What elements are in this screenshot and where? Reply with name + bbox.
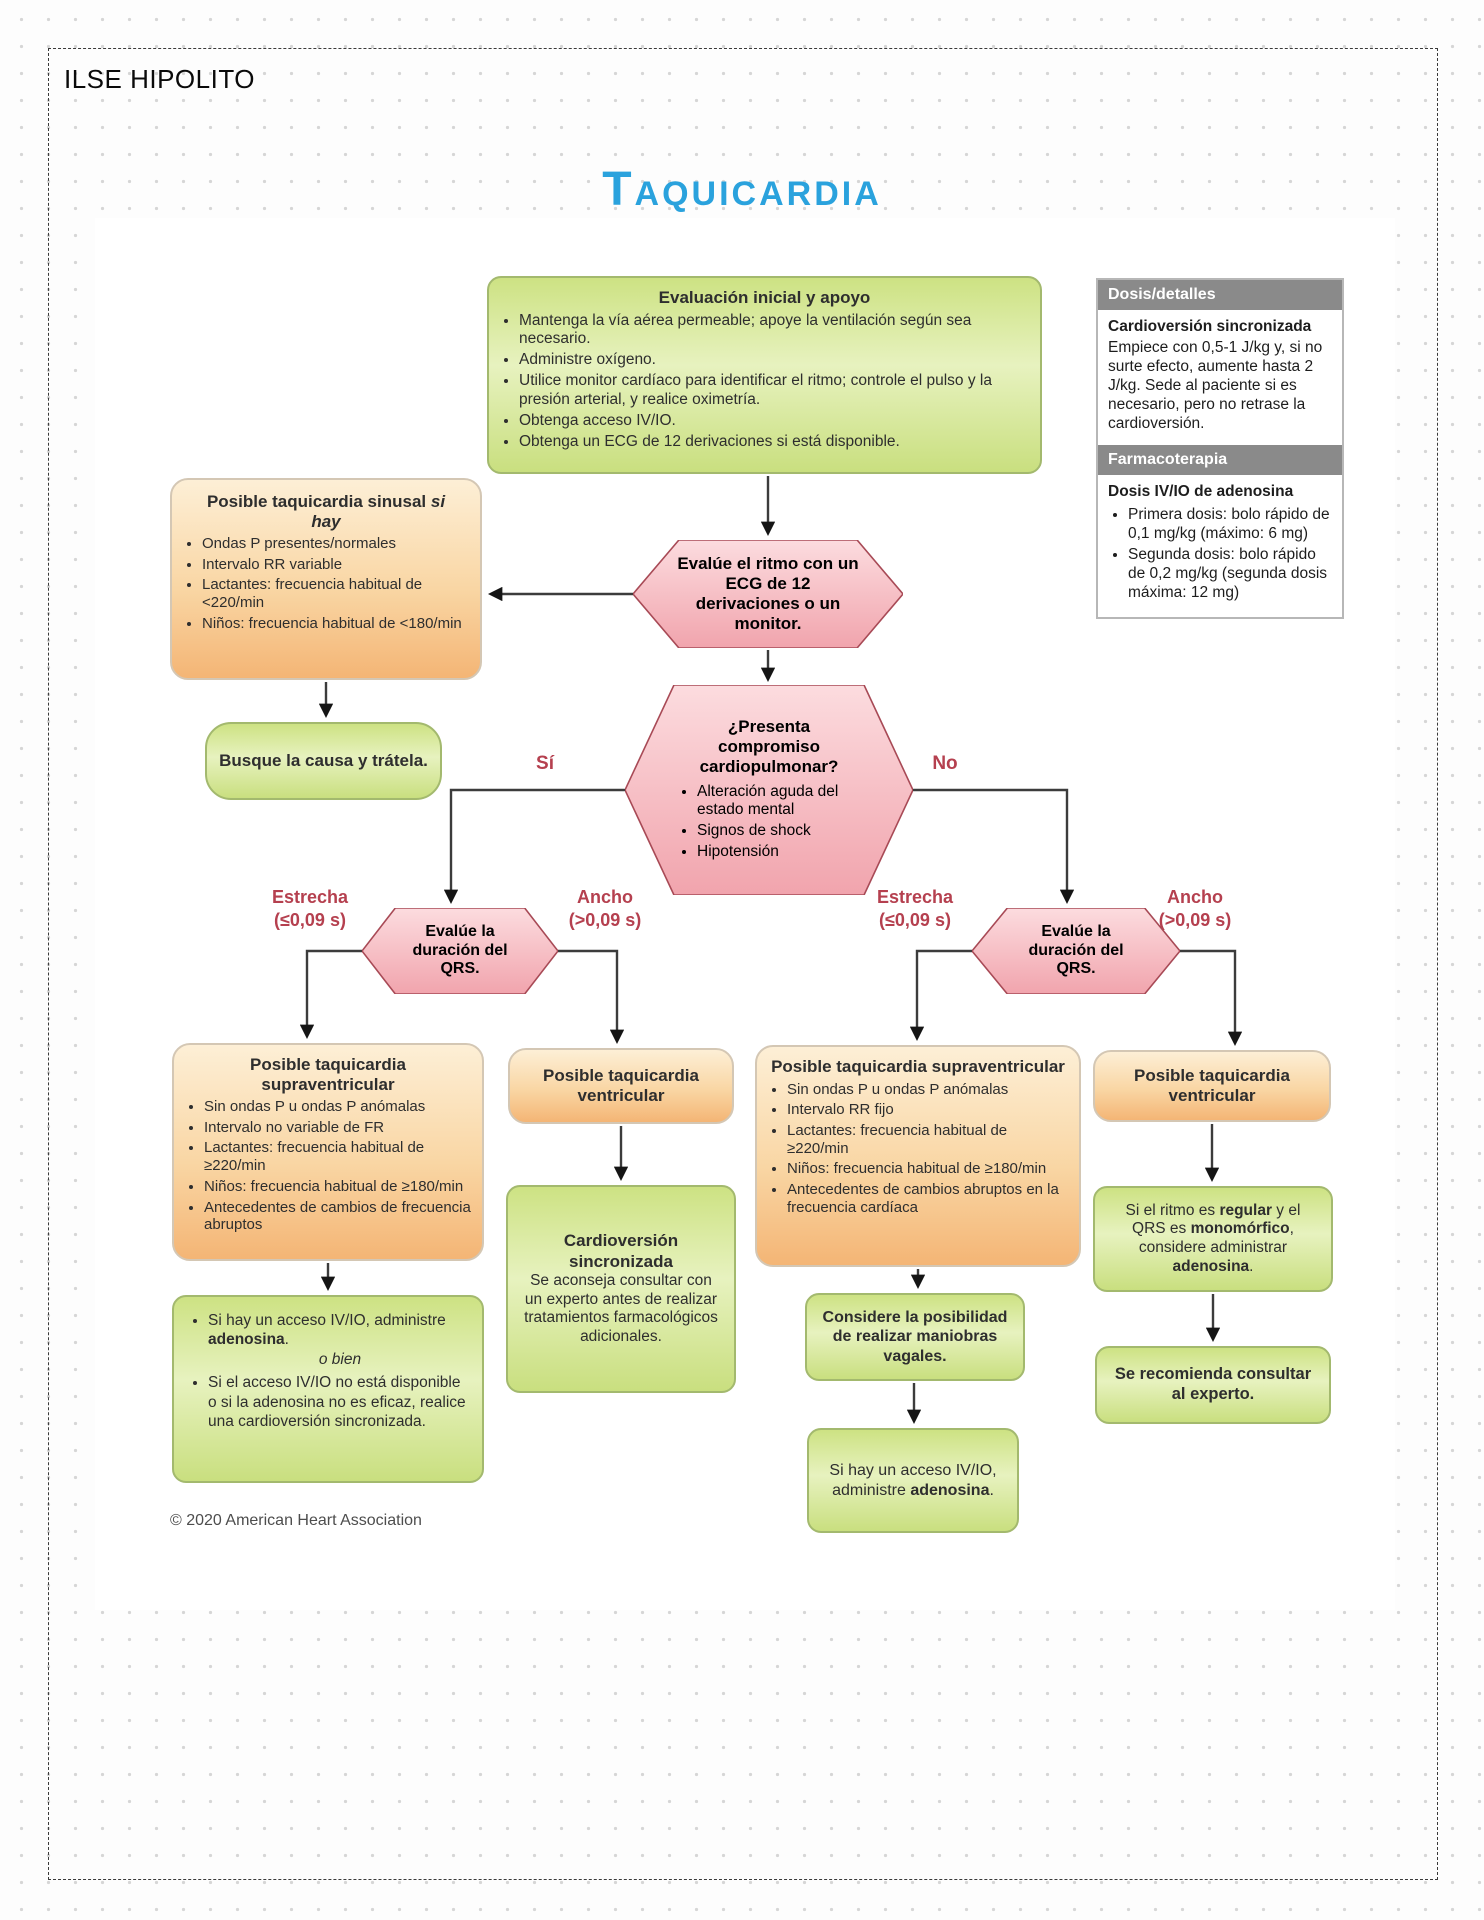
initial-assessment-box [487, 276, 1042, 474]
adenosine-option-1 [208, 1311, 472, 1369]
list-item: • Antecedentes de cambios de frecuencia abruptos [204, 1199, 474, 1234]
dose-details-header: Dosis/detalles [1098, 280, 1342, 310]
dose-details-panel [1096, 278, 1344, 619]
sinus-tachycardia-box [170, 478, 482, 680]
wide-label: Ancho [577, 887, 633, 907]
cardiopulmonary-compromise-hexagon [625, 685, 913, 895]
vt-box-mid [508, 1048, 734, 1124]
vagal-maneuvers-box [805, 1293, 1025, 1381]
sinus-tachycardia-bullets [172, 535, 480, 641]
list-item: • Antecedentes de cambios abruptos en la frecuencia cardíaca [787, 1181, 1071, 1216]
iv-io-adenosine-text: Si hay un acceso IV/IO, administre adenosina. [829, 1462, 997, 1499]
svt-box-left [172, 1043, 484, 1261]
wide-threshold: (>0,09 s) [1158, 909, 1232, 930]
page-author: ILSE HIPOLITO [64, 64, 255, 94]
list-item: • Lactantes: frecuencia habitual de ≥220/min [204, 1139, 474, 1174]
adenosine-dose-bullets [1108, 506, 1332, 603]
vagal-maneuvers-text: Considere la posibilidad de realizar maniobras vagales. [822, 1309, 1008, 1365]
list-item: • Alteración aguda del estado mental [697, 783, 867, 820]
list-item: • Lactantes: frecuencia habitual de ≥220/min [787, 1122, 1071, 1157]
adenosine-options-box [172, 1295, 484, 1483]
pharmacotherapy-header: Farmacoterapia [1098, 445, 1342, 475]
narrow-label: Estrecha [271, 887, 349, 907]
list-item: • Sin ondas P u ondas P anómalas [787, 1081, 1071, 1099]
list-item: • Obtenga un ECG de 12 derivaciones si está disponible. [519, 433, 1032, 451]
list-item: • Sin ondas P u ondas P anómalas [204, 1098, 474, 1116]
sinus-tachycardia-title: Posible taquicardia sinusal si hay [206, 492, 446, 531]
branch-label-narrow-right [860, 886, 970, 931]
page-title: Taquicardia [602, 163, 882, 216]
qrs-duration-hexagon-left [362, 908, 558, 994]
svt-left-title: Posible taquicardia supraventricular [250, 1055, 406, 1094]
wide-label: Ancho [1167, 887, 1223, 907]
list-item: • Segunda dosis: bolo rápido de 0,2 mg/kg (segunda dosis máxima: 12 mg) [1128, 546, 1332, 603]
branch-label-wide-left [550, 886, 660, 931]
list-item: • Lactantes: frecuencia habitual de <220/min [202, 576, 472, 611]
iv-io-adenosine-box [807, 1428, 1019, 1533]
copyright-notice: © 2020 American Heart Association [170, 1512, 422, 1529]
initial-assessment-title: Evaluación inicial y apoyo [658, 288, 871, 307]
list-item: • Obtenga acceso IV/IO. [519, 412, 1032, 430]
regular-monomorphic-text: Si el ritmo es regular y el QRS es monomórfico, considere administrar adenosina. [1125, 1201, 1301, 1275]
initial-assessment-bullets [489, 312, 1040, 461]
svt-right-title: Posible taquicardia supraventricular [771, 1057, 1065, 1076]
svt-right-bullets [757, 1081, 1079, 1226]
list-item: • Primera dosis: bolo rápido de 0,1 mg/kg (máximo: 6 mg) [1128, 506, 1332, 544]
adenosine-dose-title: Dosis IV/IO de adenosina [1108, 483, 1294, 501]
svt-box-right [755, 1045, 1081, 1267]
cardioversion-dose-text: Empiece con 0,5-1 J/kg y, si no surte efecto, aumente hasta 2 J/kg. Sede al paciente si es necesario, pero no retrase la cardioversión. [1108, 338, 1323, 432]
adenosine-options-list [174, 1297, 482, 1441]
list-item: • Intervalo no variable de FR [204, 1119, 474, 1137]
list-item: • Niños: frecuencia habitual de <180/min [202, 615, 472, 633]
list-item: • Niños: frecuencia habitual de ≥180/min [787, 1160, 1071, 1178]
evaluate-rhythm-hexagon [633, 540, 903, 648]
adenosine-option-1-text: Si hay un acceso IV/IO, administre adenosina. [208, 1312, 446, 1349]
synchronized-cardioversion-body: Se aconseja consultar con un experto antes de realizar tratamientos farmacológicos adicionales. [524, 1272, 718, 1345]
treat-cause-text: Busque la causa y trátela. [219, 750, 428, 770]
list-item: • Utilice monitor cardíaco para identificar el ritmo; controle el pulso y la presión arterial, y realice oximetría. [519, 372, 1032, 409]
synchronized-cardioversion-box [506, 1185, 736, 1393]
narrow-threshold: (≤0,09 s) [879, 909, 951, 930]
list-item: • Mantenga la vía aérea permeable; apoye la ventilación según sea necesario. [519, 312, 1032, 349]
cardioversion-dose-title: Cardioversión sincronizada [1108, 318, 1312, 335]
list-item: • Intervalo RR variable [202, 556, 472, 574]
evaluate-rhythm-text: Evalúe el ritmo con un ECG de 12 derivaciones o un monitor. [677, 553, 859, 634]
list-item: • Intervalo RR fijo [787, 1101, 1071, 1119]
narrow-threshold: (≤0,09 s) [274, 909, 346, 930]
list-item: • Ondas P presentes/normales [202, 535, 472, 553]
list-item: • Hipotensión [697, 843, 867, 862]
list-item: • Niños: frecuencia habitual de ≥180/min [204, 1178, 474, 1196]
vt-right-title: Posible taquicardia ventricular [1134, 1065, 1290, 1105]
narrow-label: Estrecha [876, 887, 954, 907]
vt-mid-title: Posible taquicardia ventricular [543, 1065, 699, 1105]
cardioversion-dose-section [1098, 310, 1342, 445]
or-separator: o bien [318, 1350, 362, 1368]
qrs-duration-text: Evalúe la duración del QRS. [412, 922, 508, 978]
consult-expert-text: Se recomienda consultar al experto. [1114, 1365, 1312, 1403]
adenosine-option-2: • Si el acceso IV/IO no está disponible o si la adenosina no es eficaz, realice una cardioversión sincronizada. [208, 1373, 472, 1431]
consult-expert-box [1095, 1346, 1331, 1424]
branch-label-no: No [932, 753, 958, 774]
wide-threshold: (>0,09 s) [568, 909, 642, 930]
compromise-signs-bullets [625, 783, 913, 863]
vt-box-right [1093, 1050, 1331, 1122]
qrs-duration-text: Evalúe la duración del QRS. [1028, 922, 1124, 978]
branch-label-yes: Sí [536, 753, 554, 774]
list-item: • Administre oxígeno. [519, 351, 1032, 369]
treat-cause-box [205, 722, 442, 800]
svt-left-bullets [174, 1098, 482, 1243]
regular-monomorphic-box [1093, 1186, 1333, 1292]
qrs-duration-hexagon-right [972, 908, 1180, 994]
branch-label-narrow-left [255, 886, 365, 931]
synchronized-cardioversion-title: Cardioversión sincronizada [563, 1231, 679, 1271]
list-item: • Signos de shock [697, 822, 867, 841]
adenosine-dose-section [1098, 475, 1342, 616]
compromise-question: ¿Presenta compromiso cardiopulmonar? [699, 716, 839, 776]
